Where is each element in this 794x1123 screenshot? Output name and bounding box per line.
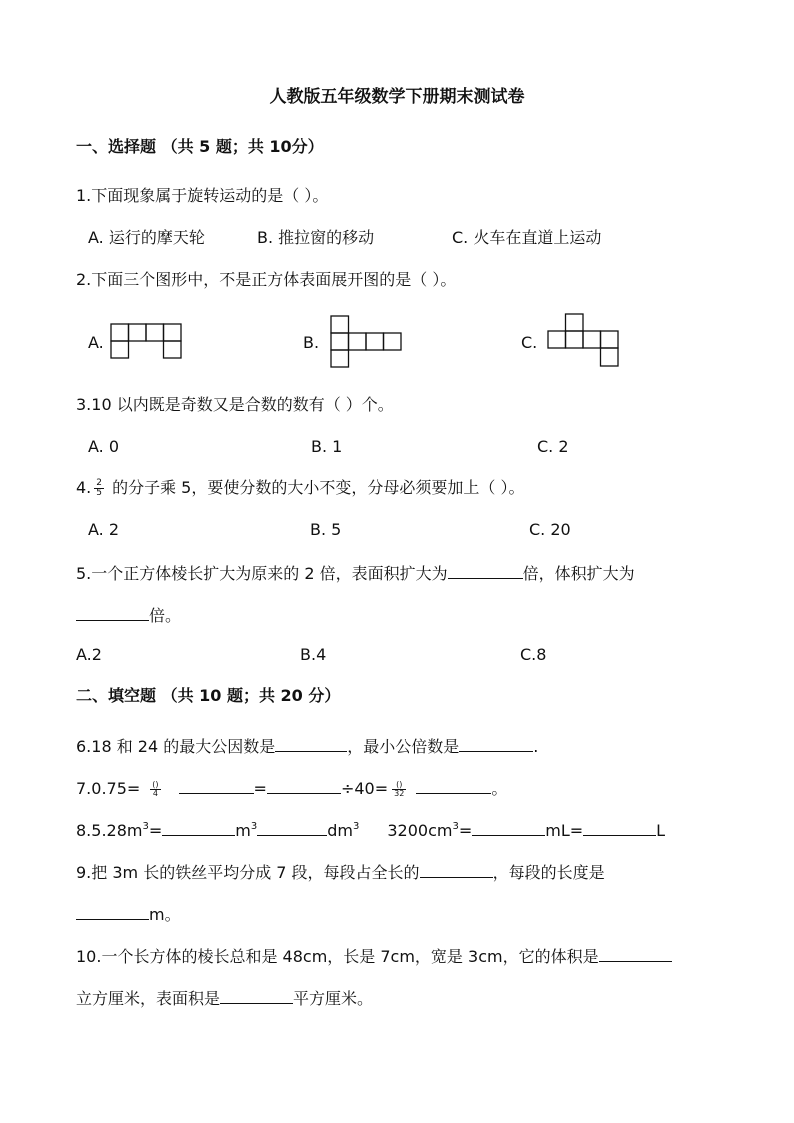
question-10-text-c: 平方厘米。 xyxy=(293,989,374,1008)
answer-blank-8a[interactable] xyxy=(162,819,235,836)
fraction-denominator: 5 xyxy=(96,488,102,498)
question-5-text-a: 5.一个正方体棱长扩大为原来的 2 倍，表面积扩大为 xyxy=(76,564,448,583)
question-5-option-c[interactable]: C.8 xyxy=(520,645,547,664)
question-8-text-c: m xyxy=(235,821,251,840)
question-2-option-a[interactable]: A. xyxy=(88,333,104,352)
fraction-numerator: 2 xyxy=(96,478,102,488)
question-3-option-b[interactable]: B. 1 xyxy=(311,437,343,456)
answer-blank-10a[interactable] xyxy=(599,945,672,962)
answer-blank-7a[interactable] xyxy=(179,777,254,794)
question-5-text-c: 倍。 xyxy=(149,606,182,625)
question-8-text-h: mL= xyxy=(545,821,584,840)
question-8-text-g: = xyxy=(458,821,473,840)
fraction-numerator[interactable]: () xyxy=(392,781,406,790)
question-8 xyxy=(76,819,665,841)
answer-blank-9b[interactable] xyxy=(76,903,149,920)
question-4-option-a[interactable]: A. 2 xyxy=(88,520,120,539)
question-8-text-i: L xyxy=(656,821,666,840)
question-6-text-c: . xyxy=(533,737,539,756)
question-7-text-c: ÷40= xyxy=(340,779,389,798)
question-4-text: 的分子乘 5，要使分数的大小不变，分母必须要加上（ ）。 xyxy=(107,478,525,497)
question-2-option-c[interactable]: C. xyxy=(521,333,538,352)
question-8-text-f: 3200cm xyxy=(387,821,453,840)
question-2-stem: 2.下面三个图形中，不是正方体表面展开图的是（ ）。 xyxy=(76,270,457,289)
question-8-text-a: 8.5.28m xyxy=(76,821,143,840)
net-figure-a xyxy=(110,323,184,359)
question-2-option-b[interactable]: B. xyxy=(303,333,320,352)
question-4-option-b[interactable]: B. 5 xyxy=(310,520,342,539)
question-3-option-c[interactable]: C. 2 xyxy=(537,437,569,456)
answer-blank-10b[interactable] xyxy=(220,987,293,1004)
question-5-option-a[interactable]: A.2 xyxy=(76,645,102,664)
question-7-text-a: 7.0.75= xyxy=(76,779,141,798)
question-3-option-a[interactable]: A. 0 xyxy=(88,437,120,456)
question-4-prefix: 4. xyxy=(76,478,92,497)
question-9-line-2 xyxy=(76,903,181,925)
fraction-numerator[interactable]: () xyxy=(152,780,159,789)
answer-blank-8d[interactable] xyxy=(583,819,656,836)
question-8-text-e: dm xyxy=(327,821,353,840)
question-5-text-b: 倍，体积扩大为 xyxy=(522,564,635,583)
fraction-denominator: 32 xyxy=(394,789,405,798)
question-6-text-a: 6.18 和 24 的最大公因数是 xyxy=(76,737,276,756)
question-4-stem xyxy=(76,478,524,498)
page-title: 人教版五年级数学下册期末测试卷 xyxy=(269,87,525,107)
question-10-line-1 xyxy=(76,945,672,967)
question-5-stem-line-1 xyxy=(76,562,635,584)
answer-blank-7b[interactable] xyxy=(267,777,341,794)
question-6 xyxy=(76,735,538,757)
question-8-text-b: = xyxy=(148,821,163,840)
question-4-option-c[interactable]: C. 20 xyxy=(529,520,571,539)
section-header-choice: 一、选择题 （共 5 题；共 10分） xyxy=(76,137,324,156)
superscript-three: 3 xyxy=(452,820,459,832)
question-6-text-b: ，最小公倍数是 xyxy=(347,737,460,756)
question-5-stem-line-2 xyxy=(76,604,181,626)
fraction-two-fifths xyxy=(94,479,104,498)
answer-blank-volume[interactable] xyxy=(76,604,149,621)
superscript-three: 3 xyxy=(142,820,149,832)
question-1-option-c[interactable]: C. 火车在直道上运动 xyxy=(452,228,602,247)
net-figure-c xyxy=(547,313,621,369)
answer-blank-8b[interactable] xyxy=(257,819,327,836)
fraction-blank-over-32 xyxy=(392,781,406,798)
superscript-three: 3 xyxy=(352,820,360,832)
question-5-option-b[interactable]: B.4 xyxy=(300,645,327,664)
net-figure-b xyxy=(330,315,404,369)
question-3-stem: 3.10 以内既是奇数又是合数的数有（ ）个。 xyxy=(76,395,394,414)
superscript-three: 3 xyxy=(250,820,258,832)
fraction-blank-over-4 xyxy=(150,781,160,798)
answer-blank-7c[interactable] xyxy=(416,777,491,794)
answer-blank-lcm[interactable] xyxy=(459,735,533,752)
question-1-option-a[interactable]: A. 运行的摩天轮 xyxy=(88,228,205,247)
section-header-fill-in: 二、填空题 （共 10 题；共 20 分） xyxy=(76,686,341,705)
question-10-line-2 xyxy=(76,987,373,1009)
answer-blank-gcd[interactable] xyxy=(275,735,347,752)
answer-blank-9a[interactable] xyxy=(420,861,493,878)
question-7 xyxy=(76,777,507,799)
question-1-option-b[interactable]: B. 推拉窗的移动 xyxy=(257,228,375,247)
question-7-text-d: 。 xyxy=(491,779,508,798)
question-9-text-c: m。 xyxy=(149,905,181,924)
question-7-text-b: = xyxy=(253,779,267,798)
answer-blank-surface-area[interactable] xyxy=(448,562,523,579)
question-10-text-a: 10.一个长方体的棱长总和是 48cm，长是 7cm，宽是 3cm，它的体积是 xyxy=(76,947,599,966)
answer-blank-8c[interactable] xyxy=(472,819,545,836)
question-1-stem: 1.下面现象属于旋转运动的是（ ）。 xyxy=(76,186,329,205)
question-9-line-1 xyxy=(76,861,605,883)
fraction-denominator: 4 xyxy=(152,789,158,798)
question-9-text-b: ，每段的长度是 xyxy=(492,863,605,882)
question-9-text-a: 9.把 3m 长的铁丝平均分成 7 段，每段占全长的 xyxy=(76,863,420,882)
question-10-text-b: 立方厘米，表面积是 xyxy=(76,989,221,1008)
